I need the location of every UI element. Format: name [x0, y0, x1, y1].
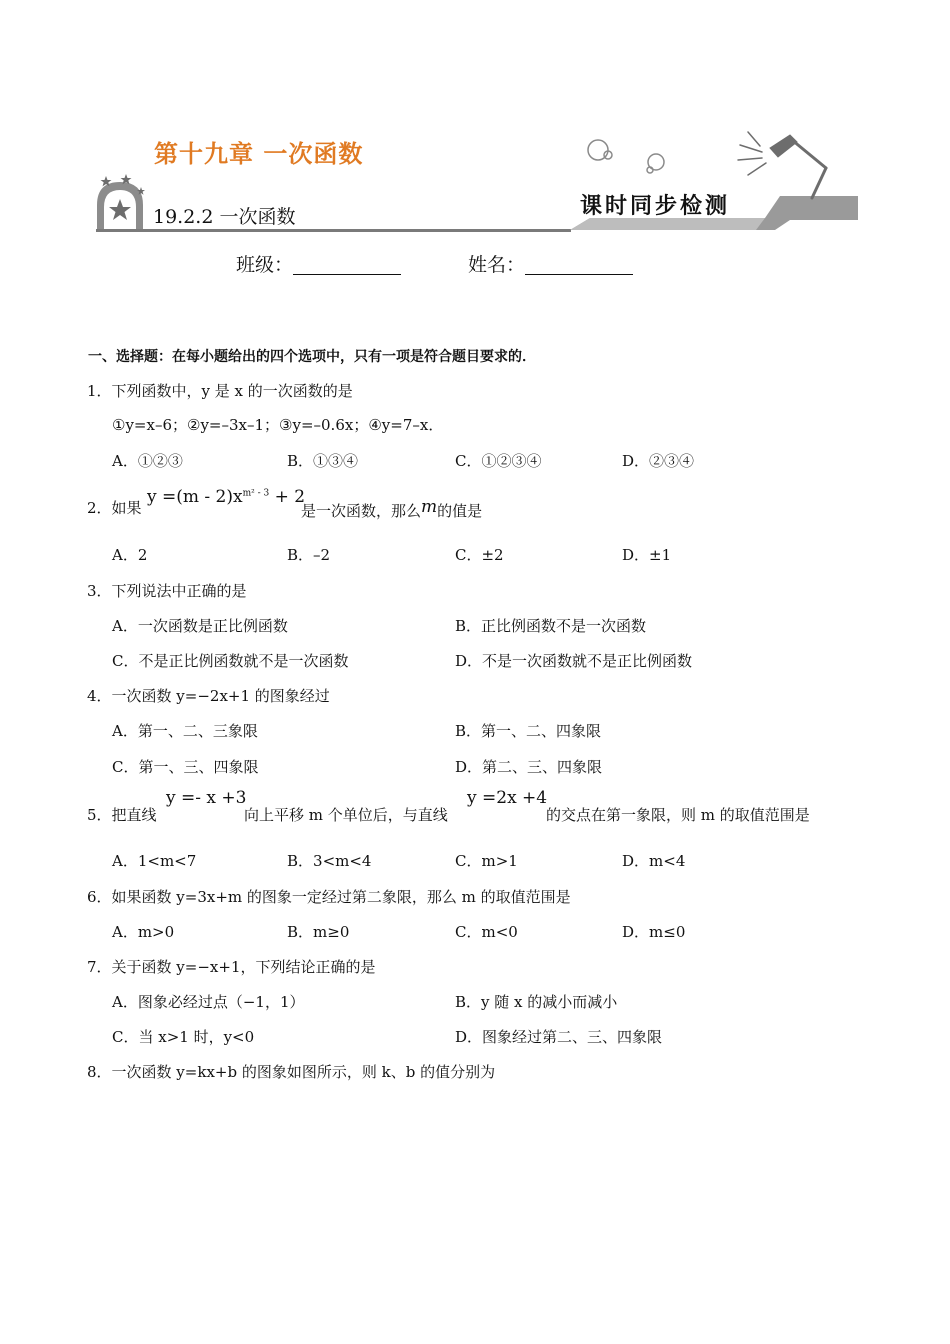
- q2-post: [301, 497, 482, 521]
- q8-stem: 8．一次函数 y=kx+b 的图象如图所示，则 k、b 的值分别为: [87, 1063, 496, 1081]
- q2-option-b[interactable]: B．–2: [287, 546, 331, 564]
- q2-post-text: 是一次函数，那么: [301, 502, 422, 520]
- q3-option-c[interactable]: C．不是正比例函数就不是一次函数: [112, 652, 349, 670]
- q7-option-b[interactable]: B．y 随 x 的减小而减小: [455, 993, 618, 1011]
- q7-option-a[interactable]: A．图象必经过点（−1，1）: [112, 993, 305, 1011]
- q2-formula-body: y =(m - 2)x: [147, 487, 243, 507]
- bubbles-icon: [588, 140, 664, 173]
- q2-var: m: [421, 497, 438, 517]
- q3-stem: 3．下列说法中正确的是: [87, 582, 247, 600]
- q5-mid: 向上平移 m 个单位后，与直线: [244, 806, 448, 824]
- q2-exponent: m² - 3: [242, 488, 270, 499]
- class-label: 班级：: [236, 254, 294, 276]
- q5-option-c[interactable]: C．m>1: [455, 852, 518, 870]
- section-title: 19.2.2 一次函数: [153, 206, 296, 228]
- q4-option-c[interactable]: C．第一、三、四象限: [112, 758, 259, 776]
- q5-post: 的交点在第一象限，则 m 的取值范围是: [546, 806, 810, 824]
- section-heading: 一、选择题：在每小题给出的四个选项中，只有一项是符合题目要求的．: [88, 349, 536, 365]
- q2-formula: [147, 487, 305, 507]
- q1-option-a[interactable]: A．①②③: [112, 452, 183, 470]
- q1-option-b[interactable]: B．①③④: [287, 452, 359, 470]
- q6-option-b[interactable]: B．m≥0: [287, 923, 350, 941]
- q2-option-d[interactable]: D．±1: [622, 546, 672, 564]
- q1-stem: 1．下列函数中，y 是 x 的一次函数的是: [87, 382, 353, 400]
- q4-option-a[interactable]: A．第一、二、三象限: [112, 722, 258, 740]
- q6-option-a[interactable]: A．m>0: [112, 923, 175, 941]
- q2-formula-tail: + 2: [274, 487, 306, 507]
- q3-option-a[interactable]: A．一次函数是正比例函数: [112, 617, 288, 635]
- name-field: [468, 250, 633, 277]
- q5-option-a[interactable]: A．1<m<7: [112, 852, 197, 870]
- q7-option-d[interactable]: D．图象经过第二、三、四象限: [455, 1028, 663, 1046]
- q6-option-d[interactable]: D．m≤0: [622, 923, 686, 941]
- q5-pre: 5．把直线: [87, 806, 157, 824]
- q4-stem: 4．一次函数 y=−2x+1 的图象经过: [87, 687, 330, 705]
- name-blank[interactable]: [525, 254, 633, 275]
- q5-formula-2: y =2x +4: [467, 788, 548, 808]
- chapter-title: 第十九章 一次函数: [154, 140, 364, 168]
- name-label: 姓名：: [468, 254, 526, 276]
- class-blank[interactable]: [293, 254, 401, 275]
- q5-option-d[interactable]: D．m<4: [622, 852, 686, 870]
- q3-option-b[interactable]: B．正比例函数不是一次函数: [455, 617, 647, 635]
- q2-option-c[interactable]: C．±2: [455, 546, 504, 564]
- q1-option-c[interactable]: C．①②③④: [455, 452, 542, 470]
- q5-option-b[interactable]: B．3<m<4: [287, 852, 372, 870]
- q1-option-d[interactable]: D．②③④: [622, 452, 695, 470]
- q7-stem: 7．关于函数 y=−x+1，下列结论正确的是: [87, 958, 376, 976]
- q1-list: ①y=x–6；②y=–3x–1；③y=–0.6x；④y=7–x．: [112, 416, 444, 434]
- header-decoration: [0, 0, 950, 240]
- q4-option-b[interactable]: B．第一、二、四象限: [455, 722, 602, 740]
- q2-pre: 2．如果: [87, 499, 142, 517]
- brand-label: 课时同步检测: [580, 193, 731, 219]
- q3-option-d[interactable]: D．不是一次函数就不是正比例函数: [455, 652, 693, 670]
- q6-option-c[interactable]: C．m<0: [455, 923, 518, 941]
- desk-lamp-icon: [738, 132, 826, 198]
- star-badge-icon: [97, 174, 145, 230]
- q4-option-d[interactable]: D．第二、三、四象限: [455, 758, 603, 776]
- class-field: [236, 250, 401, 277]
- q2-end: 的值是: [437, 502, 483, 520]
- q7-option-c[interactable]: C．当 x>1 时，y<0: [112, 1028, 255, 1046]
- q6-stem: 6．如果函数 y=3x+m 的图象一定经过第二象限，那么 m 的取值范围是: [87, 888, 571, 906]
- q5-formula-1: y =- x +3: [166, 788, 247, 808]
- q2-option-a[interactable]: A．2: [112, 546, 148, 564]
